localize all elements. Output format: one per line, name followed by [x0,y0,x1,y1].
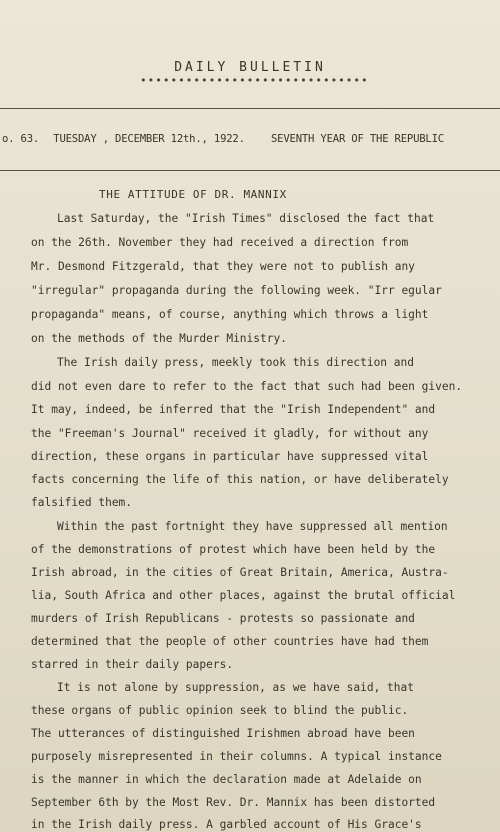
article-line: "irregular" propaganda during the following week. "Irr egular [31,284,442,297]
article-line: Mr. Desmond Fitzgerald, that they were not to publish any [31,260,415,273]
article-line: Irish abroad, in the cities of Great Britain, America, Austra- [31,566,449,579]
article-line: murders of Irish Republicans - protests so passionate and [31,612,415,625]
article-line: determined that the people of other countries have had them [31,635,429,648]
article-line: starred in their daily papers. [31,658,234,671]
dateline-bottom-rule [0,170,500,171]
republic-year: SEVENTH YEAR OF THE REPUBLIC [270,133,444,145]
article-line: The utterances of distinguished Irishmen abroad have been [31,727,415,740]
article-line: is the manner in which the declaration made at Adelaide on [31,773,422,786]
dateline-top-rule [0,108,500,109]
article-line: of the demonstrations of protest which have been held by the [31,543,436,556]
issue-date: TUESDAY , DECEMBER 12th., 1922. [53,133,245,145]
article-line: falsified them. [31,496,133,509]
article-line: the "Freeman's Journal" received it gladly, for without any [31,427,429,440]
article-line: The Irish daily press, meekly took this direction and [57,356,414,369]
article-line: these organs of public opinion seek to blind the public. [31,704,409,717]
masthead-title: DAILY BULLETIN [174,60,326,75]
article-line: did not even dare to refer to the fact that such had been given. [31,380,463,393]
article-line: Last Saturday, the "Irish Times" disclosed the fact that [57,212,435,225]
article-line: direction, these organs in particular have suppressed vital [31,450,429,463]
masthead-underline-dots: •••••••••••••••••••••••••••••• [140,74,369,87]
dateline [0,133,500,145]
article-line: on the 26th. November they had received a direction from [31,236,409,249]
article-line: lia, South Africa and other places, against the brutal official [31,589,456,602]
article-line: It is not alone by suppression, as we have said, that [57,681,414,694]
article-line: on the methods of the Murder Ministry. [31,332,287,345]
article-line: purposely misrepresented in their columns. A typical instance [31,750,442,763]
article-title: THE ATTITUDE OF DR. MANNIX [99,188,287,201]
article-line: facts concerning the life of this nation, or have deliberately [31,473,449,486]
article-line: propaganda" means, of course, anything which throws a light [31,308,429,321]
article-line: September 6th by the Most Rev. Dr. Mannix has been distorted [31,796,436,809]
article-line: Within the past fortnight they have suppressed all mention [57,520,448,533]
issue-number: o. 63. [2,133,40,145]
article-line: It may, indeed, be inferred that the "Irish Independent" and [31,403,436,416]
article-line: in the Irish daily press. A garbled account of His Grace's [31,818,422,831]
